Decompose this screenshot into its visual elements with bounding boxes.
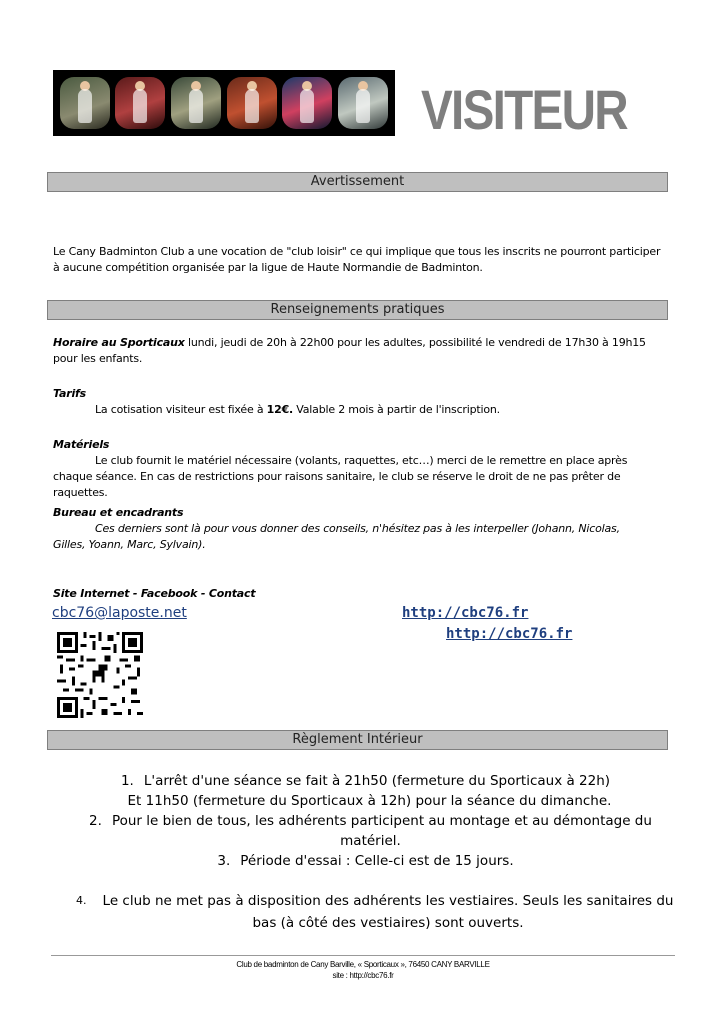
section-header-renseignements: Renseignements pratiques [47, 300, 668, 320]
rule-number: 4. [76, 894, 87, 907]
bureau-text-first: Ces derniers sont là pour vous donner des conseils, n'hésitez pas à les interpeller (Johann, Nicolas, [95, 522, 620, 535]
bureau-text-rest: Gilles, Yoann, Marc, Sylvain). [53, 538, 206, 551]
player-photo [115, 77, 165, 129]
rule-text: Période d'essai : Celle-ci est de 15 jours. [240, 853, 514, 869]
qr-code-icon [57, 632, 143, 718]
website-link-secondary[interactable]: http://cbc76.fr [446, 626, 573, 642]
website-link[interactable]: http://cbc76.fr [402, 605, 529, 621]
player-photo [338, 77, 388, 129]
materiels-label: Matériels [53, 438, 110, 451]
list-item [70, 890, 678, 934]
footer-site: site : http://cbc76.fr [332, 971, 394, 980]
photo-banner [53, 70, 395, 136]
rules-list [53, 771, 678, 871]
section-header-reglement: Règlement Intérieur [47, 730, 668, 750]
horaire-label: Horaire au Sporticaux [53, 336, 185, 349]
tarifs-block [53, 386, 667, 418]
materiels-text-rest: chaque séance. En cas de restrictions pour raisons sanitaire, le club se réserve le droit de ne pas prêter de raquettes. [53, 470, 621, 499]
tarifs-text [53, 402, 667, 418]
player-photo [171, 77, 221, 129]
list-item [53, 851, 678, 871]
contact-label: Site Internet - Facebook - Contact [53, 587, 256, 600]
bureau-block [53, 505, 667, 553]
rule-text: Le club ne met pas à disposition des adhérents les vestiaires. Seuls les sanitaires du bas (à côté des vestiaires) sont ouverts. [102, 893, 674, 931]
rule-number: 1. [120, 773, 134, 789]
rule-text: L'arrêt d'une séance se fait à 21h50 (fermeture du Sporticaux à 22h) [143, 773, 611, 789]
rule-text: Et 11h50 (fermeture du Sporticaux à 12h) pour la séance du dimanche. [127, 793, 612, 809]
avertissement-text: Le Cany Badminton Club a une vocation de "club loisir" ce qui implique que tous les inscrits ne pourront participer à aucune compétition organisée par la ligue de Haute Normandie de Badminton. [53, 245, 661, 274]
list-item [53, 771, 678, 791]
page-footer [51, 959, 675, 981]
email-link[interactable]: cbc76@laposte.net [52, 605, 187, 621]
materiels-block [53, 437, 667, 501]
list-item [53, 791, 678, 811]
player-photo [282, 77, 332, 129]
rule-text: Pour le bien de tous, les adhérents participent au montage et au démontage du matériel. [111, 813, 652, 849]
page-title: VISITEUR [421, 78, 627, 141]
list-item [53, 811, 678, 851]
player-photo [227, 77, 277, 129]
horaire-text: lundi, jeudi de 20h à 22h00 pour les adultes, possibilité le vendredi de 17h30 à 19h15 pour les enfants. [53, 336, 646, 365]
materiels-text-first: Le club fournit le matériel nécessaire (volants, raquettes, etc…) merci de le remettre en place après [95, 454, 628, 467]
footer-address: Club de badminton de Cany Barville, « Sporticaux », 76450 CANY BARVILLE [236, 960, 490, 969]
footer-divider [51, 955, 675, 956]
tarifs-text-after: Valable 2 mois à partir de l'inscription. [293, 403, 500, 416]
bureau-label: Bureau et encadrants [53, 506, 184, 519]
tarifs-label: Tarifs [53, 387, 86, 400]
tarifs-text-before: La cotisation visiteur est fixée à [95, 403, 267, 416]
tarifs-price: 12€. [266, 403, 293, 416]
player-photo [60, 77, 110, 129]
horaire-paragraph [53, 335, 667, 367]
section-header-avertissement: Avertissement [47, 172, 668, 192]
rule-number: 3. [217, 853, 231, 869]
rule-number: 2. [89, 813, 102, 829]
